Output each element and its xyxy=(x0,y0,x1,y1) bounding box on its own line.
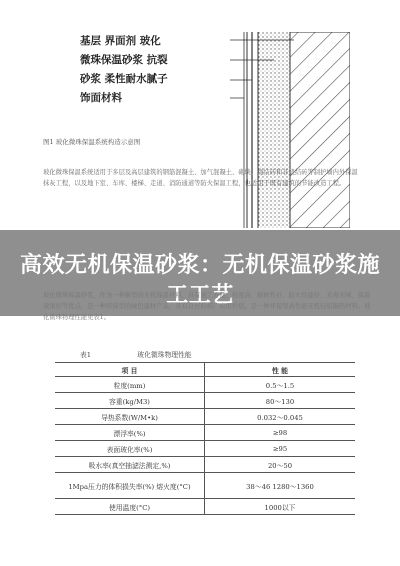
figure-layer-labels xyxy=(80,32,190,108)
table-row xyxy=(55,441,355,457)
table-caption xyxy=(80,349,340,359)
table-row xyxy=(55,499,355,515)
table-header-row xyxy=(55,363,355,377)
table-row xyxy=(55,473,355,499)
row-item: 使用温度(°C) xyxy=(55,499,205,515)
row-item: 导热系数(W/M•k) xyxy=(55,409,205,425)
header-item: 项 目 xyxy=(55,363,205,377)
table-row xyxy=(55,393,355,409)
row-item: 粒度(mm) xyxy=(55,377,205,393)
header-performance: 性 能 xyxy=(205,363,356,377)
table-number: 表1 xyxy=(80,351,92,359)
banner-title: 高效无机保温砂浆：无机保温砂浆施工工艺 xyxy=(19,253,380,308)
layer-label-3: 砂浆 柔性耐水腻子 xyxy=(80,73,168,85)
row-item: 表面玻化率(%) xyxy=(55,441,205,457)
layer-label-4: 饰面材料 xyxy=(80,92,122,104)
row-item: 1Mpa压力的体积损失率(%) 熔火度(°C) xyxy=(55,473,205,499)
row-value: 80～130 xyxy=(205,393,356,409)
table-row xyxy=(55,409,355,425)
row-value: ≥95 xyxy=(205,441,356,457)
table-row xyxy=(55,425,355,441)
row-value: ≥98 xyxy=(205,425,356,441)
paragraph-upper: 玻化微珠保温系统适用于多层及高层建筑的钢筋混凝土、加气混凝土、砌块、烧结砖和非烧结砖等制护墙内外保温抹灰工程，以及地下室、车库、楼梯、走道、消防通道等防火保温工程，也适用于既有建筑的节能改造工程。 xyxy=(43,169,358,187)
row-value: 0.032～0.045 xyxy=(205,409,356,425)
figure-caption: 图1 玻化微珠保温系统构造示意图 xyxy=(43,138,141,146)
row-item: 容重(kg/M3) xyxy=(55,393,205,409)
row-value: 1000以下 xyxy=(205,499,356,515)
paragraph-lower: 玻化微珠保温砂浆，作为一种新型的无机保温材料，具有施工方便、强度高、耐候性好、防火性能好、无毒无味、保温效果好等优点，是一种环保型的绿色建材产品，具有良好的推广应用价值，是一种环保型高性能无机轻质隔热材料。玻化微珠物理性能见表1。 xyxy=(43,292,371,321)
table-row xyxy=(55,377,355,393)
row-value: 38～46 1280～1360 xyxy=(205,473,356,499)
insulation-mortar-layer xyxy=(258,32,290,228)
row-item: 漂浮率(%) xyxy=(55,425,205,441)
layer-label-2: 微珠保温砂浆 抗裂 xyxy=(80,54,168,66)
row-value: 0.5～1.5 xyxy=(205,377,356,393)
layer-label-1: 基层 界面剂 玻化 xyxy=(80,35,161,47)
row-value: 20～50 xyxy=(205,457,356,473)
table-title: 玻化微珠物理性能 xyxy=(137,351,192,359)
wall-construction-diagram xyxy=(230,32,350,228)
base-wall-layer xyxy=(290,32,350,228)
properties-table xyxy=(55,362,355,515)
row-item: 吸水率(真空抽滤法测定,%) xyxy=(55,457,205,473)
table-row xyxy=(55,457,355,473)
